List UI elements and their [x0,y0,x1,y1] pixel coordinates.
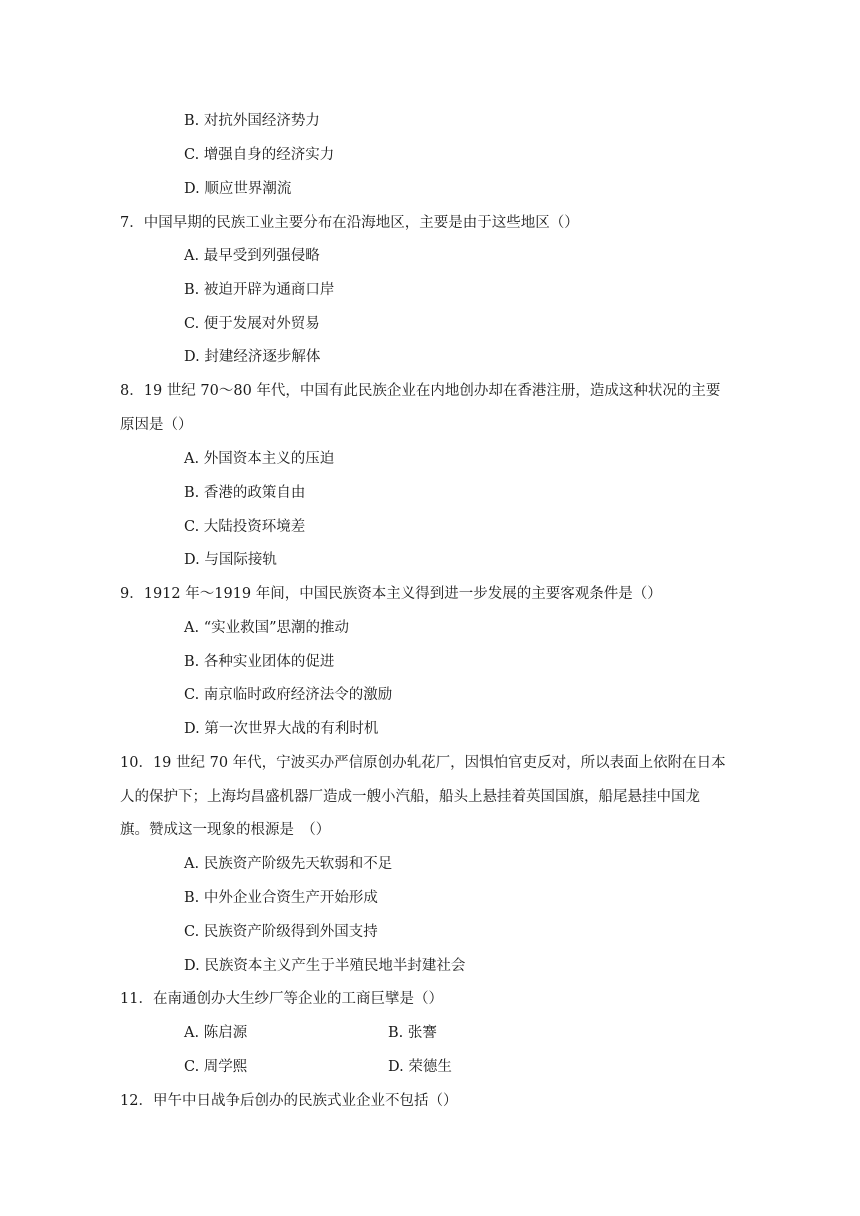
option-text: 民族资产阶级先天软弱和不足 [203,856,393,872]
q8-option-b [184,483,305,503]
q11-option-b [388,1023,437,1043]
option-letter: A. [184,451,200,467]
option-letter: D. [184,721,200,737]
question-10-stem-line3: 旗。赞成这一现象的根源是 （） [120,822,331,838]
question-8-stem-line2: 原因是（） [120,417,193,433]
option-text: 便于发展对外贸易 [203,316,320,332]
question-12-stem: 12．甲午中日战争后创办的民族式业企业不包括（） [120,1093,458,1109]
q9-option-d [184,719,378,739]
option-letter: B. [184,654,200,670]
option-letter: C. [184,687,200,703]
option-text: 增强自身的经济实力 [203,147,335,163]
option-letter: A. [184,620,200,636]
option-text: 对抗外国经济势力 [203,113,320,129]
option-text: 大陆投资环境差 [203,519,306,535]
q9-option-a [184,618,349,638]
option-letter: D. [184,958,200,974]
option-letter: B. [388,1025,404,1041]
option-letter: C. [184,1059,200,1075]
q10-option-d [184,956,465,976]
option-text: 顺应世界潮流 [204,181,292,197]
q9-option-b [184,652,334,672]
option-letter: D. [388,1059,404,1075]
option-text: 南京临时政府经济法令的激励 [203,687,393,703]
option-text: 外国资本主义的压迫 [203,451,335,467]
q11-option-d [388,1057,452,1077]
question-10-stem-line1: 10．19 世纪 70 年代，宁波买办严信原创办轧花厂，因惧怕官吏反对，所以表面上依附在日本 [120,755,726,771]
option-text: 封建经济逐步解体 [204,349,321,365]
q8-option-c [184,517,305,537]
option-text: 张謇 [407,1025,437,1041]
option-text: 最早受到列强侵略 [203,248,320,264]
q8-option-a [184,449,334,469]
option-letter: B. [184,113,200,129]
option-letter: B. [184,282,200,298]
q7-option-d [184,347,320,367]
option-text: 民族资本主义产生于半殖民地半封建社会 [204,958,466,974]
option-letter: A. [184,856,200,872]
question-9-stem: 9．1912 年～1919 年间，中国民族资本主义得到进一步发展的主要客观条件是（） [120,586,662,602]
option-b [184,111,320,131]
option-letter: C. [184,924,200,940]
option-text: 陈启源 [203,1025,248,1041]
option-text: 香港的政策自由 [203,485,306,501]
option-letter: A. [184,248,200,264]
option-letter: C. [184,147,200,163]
option-letter: D. [184,349,200,365]
option-text: 荣德生 [408,1059,452,1075]
option-text: 中外企业合资生产开始形成 [203,890,378,906]
question-11-stem: 11．在南通创办大生纱厂等企业的工商巨擘是（） [120,991,443,1007]
option-text: “实业救国”思潮的推动 [203,620,350,636]
question-10-stem-line2: 人的保护下；上海均昌盛机器厂造成一艘小汽船，船头上悬挂着英国国旗，船尾悬挂中国龙 [120,789,700,805]
q9-option-c [184,685,392,705]
q11-option-a [184,1023,247,1043]
q7-option-b [184,280,334,300]
question-8-stem-line1: 8．19 世纪 70～80 年代，中国有此民族企业在内地创办却在香港注册，造成这种状况的主要 [120,383,721,399]
option-letter: D. [184,181,200,197]
option-text: 民族资产阶级得到外国支持 [203,924,378,940]
option-letter: D. [184,552,200,568]
q10-option-c [184,922,378,942]
option-text: 周学熙 [203,1059,248,1075]
q7-option-a [184,246,320,266]
option-d [184,179,291,199]
option-letter: B. [184,485,200,501]
option-letter: A. [184,1025,200,1041]
option-text: 各种实业团体的促进 [203,654,335,670]
option-text: 被迫开辟为通商口岸 [203,282,335,298]
q7-option-c [184,314,320,334]
option-letter: B. [184,890,200,906]
q10-option-b [184,888,378,908]
question-7-stem: 7．中国早期的民族工业主要分布在沿海地区，主要是由于这些地区（） [120,215,579,231]
option-text: 与国际接轨 [204,552,277,568]
q8-option-d [184,550,277,570]
option-letter: C. [184,519,200,535]
q11-option-c [184,1057,247,1077]
option-letter: C. [184,316,200,332]
option-c [184,145,334,165]
q10-option-a [184,854,392,874]
option-text: 第一次世界大战的有利时机 [204,721,379,737]
